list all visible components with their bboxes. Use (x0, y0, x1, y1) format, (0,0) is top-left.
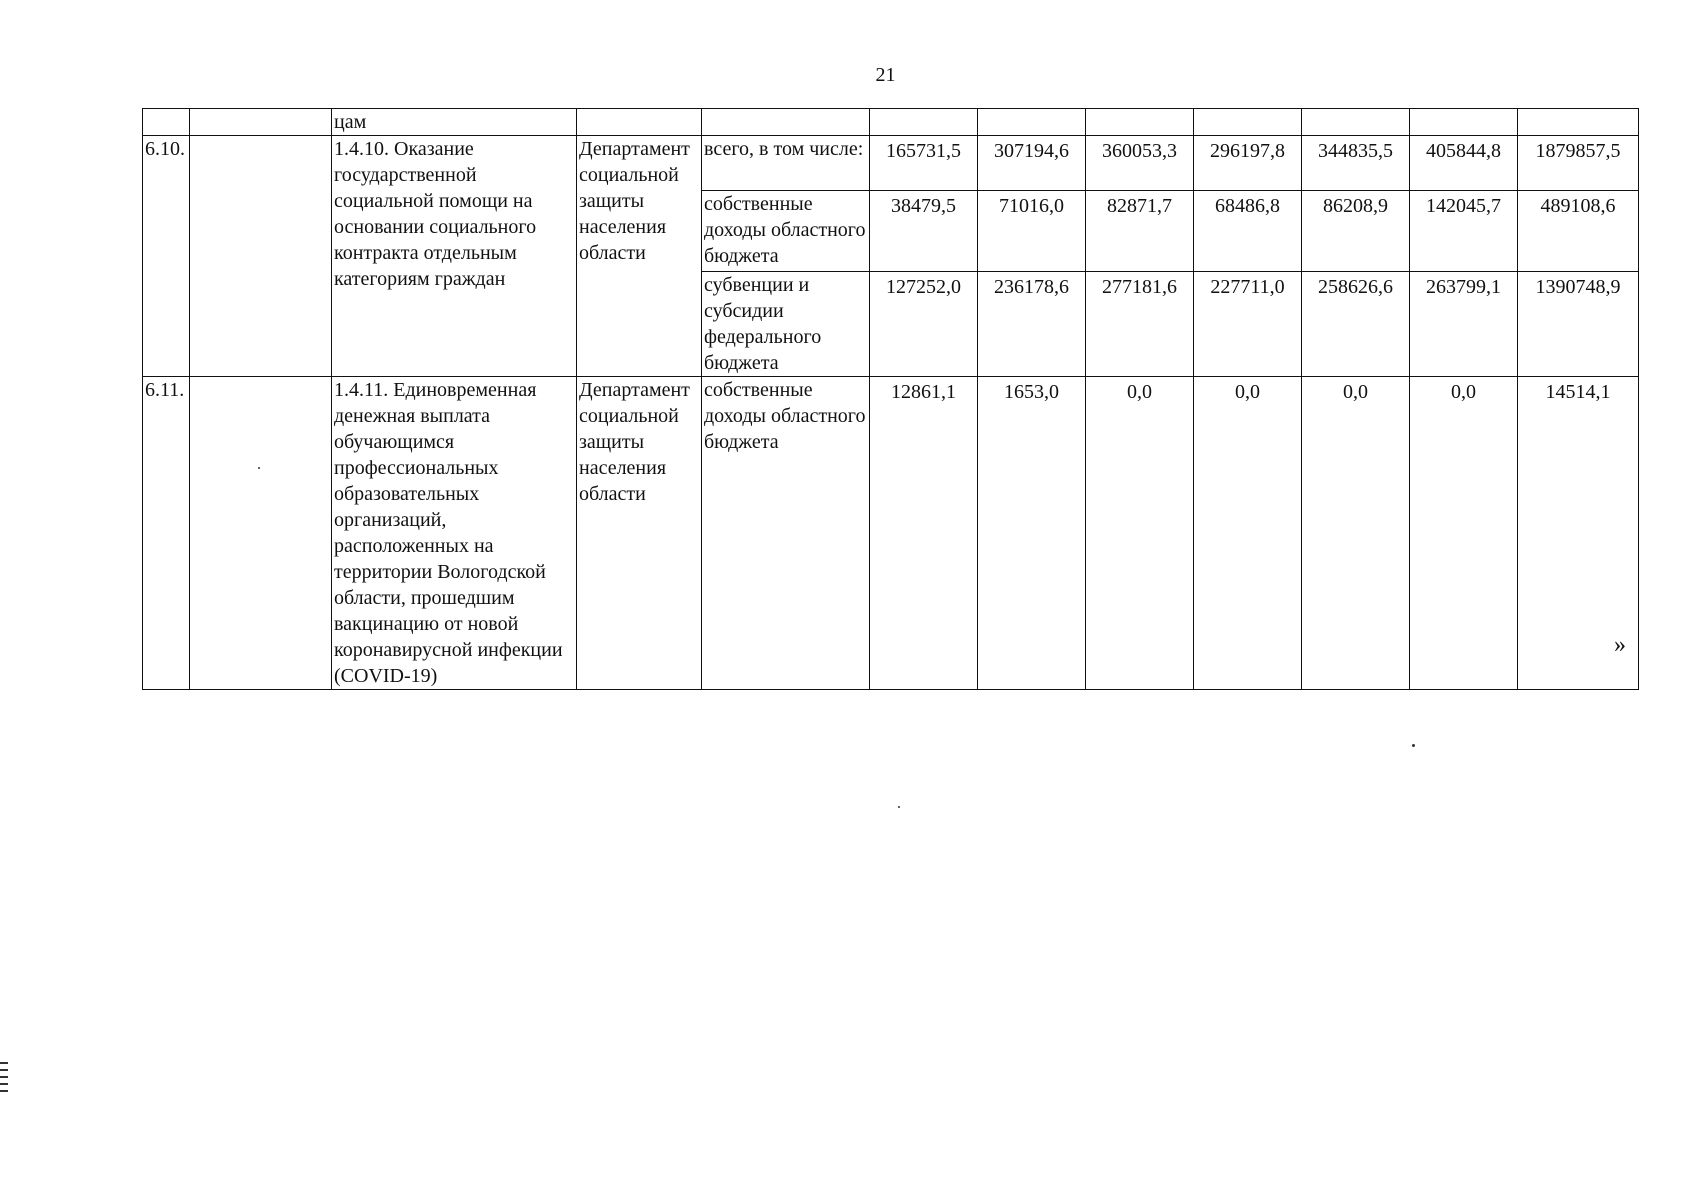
cell-value: 258626,6 (1302, 272, 1410, 377)
cell-value: 296197,8 (1194, 136, 1302, 191)
budget-table (142, 108, 1639, 690)
cell-value: 86208,9 (1302, 191, 1410, 272)
cell-value: 127252,0 (870, 272, 978, 377)
cell-source: субвенции и субсидии федерального бюджета (702, 272, 870, 377)
cell-value: 71016,0 (978, 191, 1086, 272)
cell-measure-name: 1.4.10. Оказание государственной социальной помощи на основании социального контракта отдельным категориям граждан (332, 136, 577, 377)
cell-empty (190, 136, 332, 377)
cell-num: 6.10. (143, 136, 190, 377)
cell-value: 0,0 (1086, 377, 1194, 690)
cell-source: собственные доходы областного бюджета (702, 377, 870, 690)
cell-measure-name: цам (332, 109, 577, 136)
cell-empty (190, 109, 332, 136)
scan-artifact (0, 1076, 8, 1078)
cell-value: 277181,6 (1086, 272, 1194, 377)
table-row (143, 377, 1639, 690)
scan-artifact (0, 1069, 8, 1071)
scan-artifact (898, 806, 900, 808)
cell-value (870, 109, 978, 136)
cell-value: 68486,8 (1194, 191, 1302, 272)
cell-value (1194, 109, 1302, 136)
scan-artifact (0, 1083, 8, 1085)
cell-total: 489108,6 (1518, 191, 1639, 272)
cell-value: 38479,5 (870, 191, 978, 272)
cell-value: 142045,7 (1410, 191, 1518, 272)
scan-artifact (1412, 744, 1415, 747)
scan-artifact (258, 467, 260, 469)
cell-value: 165731,5 (870, 136, 978, 191)
cell-value (978, 109, 1086, 136)
cell-value: 0,0 (1194, 377, 1302, 690)
cell-total: 14514,1 (1518, 377, 1639, 690)
cell-source: собственные доходы областного бюджета (702, 191, 870, 272)
page-number: 21 (875, 64, 896, 86)
cell-value (1410, 109, 1518, 136)
closing-quote: » (1614, 632, 1626, 658)
cell-source: всего, в том числе: (702, 136, 870, 191)
cell-total: 1390748,9 (1518, 272, 1639, 377)
scan-artifact (0, 1090, 8, 1092)
cell-executor: Департамент социальной защиты населения области (577, 136, 702, 377)
scan-edge-marks (0, 1062, 8, 1097)
table-row (143, 136, 1639, 191)
cell-value (1518, 109, 1639, 136)
table-row-continuation (143, 109, 1639, 136)
cell-value: 0,0 (1302, 377, 1410, 690)
cell-value: 360053,3 (1086, 136, 1194, 191)
cell-value: 1653,0 (978, 377, 1086, 690)
cell-measure-name: 1.4.11. Единовременная денежная выплата обучающимся профессиональных образовательных организаций, расположенных на территории Вологодской области, прошедшим вакцинацию от новой коронавирусной инфекции (COVID-19) (332, 377, 577, 690)
cell-executor: Департамент социальной защиты населения области (577, 377, 702, 690)
cell-total: 1879857,5 (1518, 136, 1639, 191)
cell-value: 227711,0 (1194, 272, 1302, 377)
cell-value: 236178,6 (978, 272, 1086, 377)
cell-num: 6.11. (143, 377, 190, 690)
scan-artifact (0, 1062, 8, 1064)
cell-value (1086, 109, 1194, 136)
cell-executor (577, 109, 702, 136)
cell-value: 0,0 (1410, 377, 1518, 690)
cell-value: 344835,5 (1302, 136, 1410, 191)
cell-empty (190, 377, 332, 690)
cell-value: 82871,7 (1086, 191, 1194, 272)
cell-source (702, 109, 870, 136)
cell-value: 12861,1 (870, 377, 978, 690)
cell-value: 307194,6 (978, 136, 1086, 191)
cell-value: 405844,8 (1410, 136, 1518, 191)
cell-num (143, 109, 190, 136)
cell-value: 263799,1 (1410, 272, 1518, 377)
cell-value (1302, 109, 1410, 136)
